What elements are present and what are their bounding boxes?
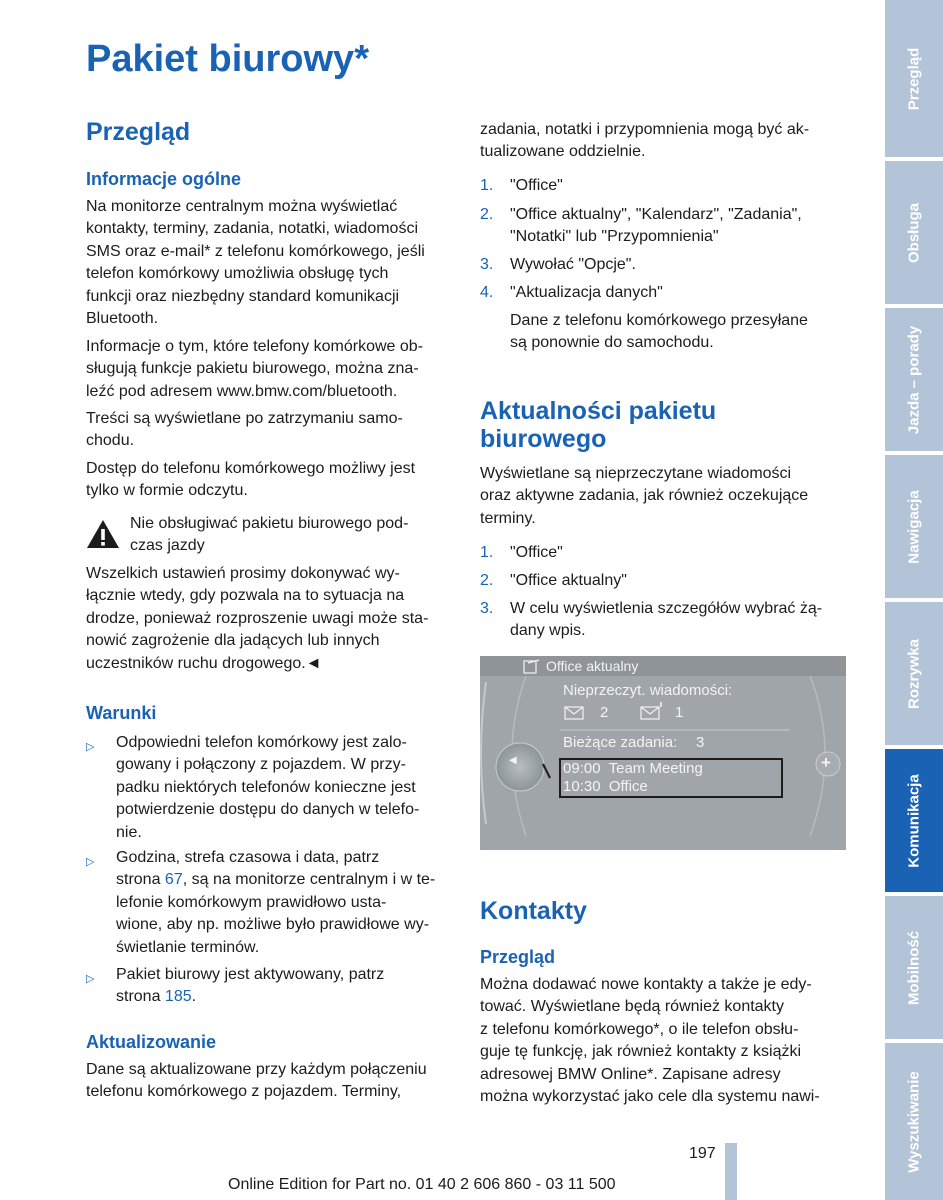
text-line: sługują funkcje pakietu biurowego, można zna- bbox=[86, 360, 419, 378]
text-line: kontakty, terminy, zadania, notatki, wiadomości bbox=[86, 220, 418, 238]
tab-label: Rozrywka bbox=[905, 638, 923, 709]
text-line: Dane z telefonu komórkowego przesyłane bbox=[510, 312, 808, 329]
step-number: 4. bbox=[480, 284, 494, 301]
step-number: 1. bbox=[480, 544, 494, 561]
bullet-item-2 bbox=[86, 847, 466, 959]
text-line: Informacje o tym, które telefony komórkowe ob- bbox=[86, 338, 424, 355]
tab-label: Nawigacja bbox=[905, 489, 923, 564]
text-line: potwierdzenie dostępu do danych w telefo- bbox=[116, 801, 420, 819]
tab-obsluga[interactable] bbox=[885, 161, 943, 304]
text-line: adresowej BMW Online*. Zapisane adresy bbox=[480, 1065, 781, 1083]
paragraph-general-4 bbox=[86, 458, 415, 503]
section-heading-news bbox=[480, 397, 716, 453]
bullet-arrow-icon: ▷ bbox=[86, 741, 95, 753]
text-line: Dostęp do telefonu komórkowego możliwy jest bbox=[86, 460, 416, 477]
text-line: zadania, notatki i przypomnienia mogą być ak- bbox=[480, 121, 810, 138]
text-line: łącznie wtedy, gdy pozwala na to sytuacja na bbox=[86, 587, 405, 605]
text-fragment: . bbox=[191, 988, 197, 1006]
step-text: "Aktualizacja danych" bbox=[510, 284, 663, 301]
page-link-67[interactable]: 67 bbox=[164, 871, 183, 889]
step-number: 2. bbox=[480, 572, 494, 589]
tab-label: Przegląd bbox=[905, 47, 923, 110]
screen-header: Office aktualny bbox=[546, 658, 639, 674]
bullet-arrow-icon: ▷ bbox=[86, 856, 95, 868]
office-icon bbox=[523, 659, 541, 675]
text-line: gowany i połączony z pojazdem. W przy- bbox=[116, 756, 406, 774]
text-line: są ponownie do samochodu. bbox=[510, 334, 714, 352]
step-4-note bbox=[510, 310, 808, 355]
text-line: lefonie komórkowym prawidłowo usta- bbox=[116, 893, 387, 911]
section-heading-contacts: Kontakty bbox=[480, 897, 587, 925]
text-line: W celu wyświetlenia szczegółów wybrać żą- bbox=[510, 600, 823, 617]
text-line: Można dodawać nowe kontakty a także je edy- bbox=[480, 976, 812, 993]
text-line: "Office aktualny", "Kalendarz", "Zadania", bbox=[510, 206, 802, 223]
section-heading-overview: Przegląd bbox=[86, 118, 191, 146]
text-fragment: strona bbox=[116, 871, 165, 889]
mail2-count: 1 bbox=[675, 704, 684, 721]
bullet-arrow-icon: ▷ bbox=[86, 973, 95, 985]
knob-left-arrow-icon: ◀ bbox=[509, 755, 517, 766]
paragraph-update bbox=[86, 1059, 427, 1104]
step-number: 3. bbox=[480, 600, 494, 617]
mail-alert-icon bbox=[640, 702, 664, 720]
step-text bbox=[510, 204, 802, 249]
text-line bbox=[116, 986, 466, 1008]
bullet-item-1 bbox=[86, 732, 466, 844]
step-text: Wywołać "Opcje". bbox=[510, 256, 636, 273]
text-line: drodze, ponieważ rozproszenie uwagi może sta- bbox=[86, 609, 429, 627]
text-line: "Notatki" lub "Przypomnienia" bbox=[510, 228, 719, 246]
text-line: guje tę funkcję, jak również kontakty z książki bbox=[480, 1043, 802, 1061]
text-line: Dane są aktualizowane przy każdym połączeniu bbox=[86, 1061, 427, 1078]
text-line: Odpowiedni telefon komórkowy jest zalo- bbox=[116, 734, 407, 751]
text-line: Bluetooth. bbox=[86, 310, 159, 328]
text-fragment: strona bbox=[116, 988, 165, 1006]
text-line: tować. Wyświetlane będą również kontakty bbox=[480, 998, 784, 1016]
text-line: leźć pod adresem www.bmw.com/bluetooth. bbox=[86, 382, 398, 400]
text-line: z telefonu komórkowego*, o ile telefon obsłu- bbox=[480, 1020, 799, 1038]
paragraph-general-2 bbox=[86, 336, 423, 403]
subheading-general-info: Informacje ogólne bbox=[86, 169, 242, 189]
tab-przeglad[interactable] bbox=[885, 0, 943, 157]
step-number: 1. bbox=[480, 177, 494, 194]
text-line: Pakiet biurowy jest aktywowany, patrz bbox=[116, 966, 385, 983]
paragraph-general-3 bbox=[86, 408, 403, 453]
tasks-count: 3 bbox=[696, 734, 705, 751]
step-text: "Office" bbox=[510, 544, 563, 561]
text-line: świetlanie terminów. bbox=[116, 938, 260, 956]
paragraph-news bbox=[480, 463, 808, 530]
mail-count: 2 bbox=[600, 704, 609, 721]
text-line: funkcji oraz niezbędny standard komunikacji bbox=[86, 287, 400, 305]
text-line: czas jazdy bbox=[130, 537, 205, 555]
text-line: telefonu komórkowego z pojazdem. Terminy, bbox=[86, 1083, 402, 1101]
tab-label: Komunikacja bbox=[905, 773, 923, 868]
warning-triangle-icon bbox=[86, 518, 120, 550]
text-line: telefon komórkowy umożliwia obsługę tych bbox=[86, 265, 389, 283]
warning-body bbox=[86, 563, 428, 675]
tab-label: Mobilność bbox=[905, 930, 923, 1005]
screen-entry-1[interactable]: 09:00 Team Meeting bbox=[563, 760, 703, 777]
tab-nawigacja[interactable] bbox=[885, 455, 943, 598]
step-text: "Office" bbox=[510, 177, 563, 194]
text-line bbox=[116, 869, 466, 891]
text-line: SMS oraz e-mail* z telefonu komórkowego, jeśli bbox=[86, 242, 425, 260]
page-number: 197 bbox=[689, 1145, 716, 1162]
text-line: nie. bbox=[116, 823, 142, 841]
text-line: padku niektórych telefonów konieczne jest bbox=[116, 778, 416, 796]
text-line: oraz aktywne zadania, jak również oczekujące bbox=[480, 487, 809, 505]
text-line: uczestników ruchu drogowego.◄ bbox=[86, 654, 322, 672]
tab-wyszukiwanie[interactable] bbox=[885, 1043, 943, 1200]
page-link-185[interactable]: 185 bbox=[164, 988, 192, 1006]
text-line: Treści są wyświetlane po zatrzymaniu samo- bbox=[86, 410, 403, 427]
tab-label: Obsługa bbox=[905, 202, 923, 263]
mail-icon bbox=[564, 706, 584, 720]
text-line: chodu. bbox=[86, 432, 135, 450]
warning-title bbox=[130, 513, 408, 558]
text-line: Na monitorze centralnym można wyświetlać bbox=[86, 198, 398, 215]
text-line: Godzina, strefa czasowa i data, patrz bbox=[116, 849, 380, 866]
heading-line: biurowego bbox=[480, 425, 607, 453]
text-line: tylko w formie odczytu. bbox=[86, 482, 248, 500]
bullet-item-3 bbox=[86, 964, 466, 1009]
step-text: "Office aktualny" bbox=[510, 572, 627, 589]
heading-line: Aktualności pakietu bbox=[480, 397, 717, 425]
step-number: 3. bbox=[480, 256, 494, 273]
text-line: wione, aby np. możliwe było prawidłowe wy- bbox=[116, 916, 430, 934]
step-text bbox=[510, 598, 822, 643]
footer-edition: Online Edition for Part no. 01 40 2 606 860 - 03 11 500 bbox=[228, 1176, 616, 1193]
step-number: 2. bbox=[480, 206, 494, 223]
office-screen-screenshot bbox=[480, 656, 846, 850]
tasks-label: Bieżące zadania: bbox=[563, 734, 678, 751]
tab-mobilnosc[interactable] bbox=[885, 896, 943, 1039]
text-line: terminy. bbox=[480, 509, 536, 527]
subheading-conditions: Warunki bbox=[86, 703, 157, 723]
paragraph-general-1 bbox=[86, 196, 425, 330]
left-column bbox=[86, 118, 456, 146]
text-fragment: , są na monitorze centralnym i w te- bbox=[182, 871, 436, 889]
page-number-bar bbox=[725, 1143, 737, 1200]
plus-icon: + bbox=[821, 753, 831, 772]
tab-label: Wyszukiwanie bbox=[905, 1070, 923, 1173]
paragraph-update-cont bbox=[480, 119, 809, 164]
chapter-sidebar bbox=[885, 0, 943, 1200]
subheading-update: Aktualizowanie bbox=[86, 1032, 217, 1052]
text-line: Nie obsługiwać pakietu biurowego pod- bbox=[130, 515, 409, 532]
tab-jazda-porady[interactable] bbox=[885, 308, 943, 451]
text-line: Wyświetlane są nieprzeczytane wiadomości bbox=[480, 465, 792, 482]
page-title: Pakiet biurowy* bbox=[86, 38, 369, 80]
text-line: tualizowane oddzielnie. bbox=[480, 143, 646, 161]
unread-label: Nieprzeczyt. wiadomości: bbox=[563, 682, 733, 699]
tab-label: Jazda – porady bbox=[905, 325, 923, 434]
tab-komunikacja[interactable] bbox=[885, 749, 943, 892]
text-line: Wszelkich ustawień prosimy dokonywać wy- bbox=[86, 565, 400, 582]
subheading-contacts-overview: Przegląd bbox=[480, 947, 556, 967]
paragraph-contacts bbox=[480, 974, 820, 1108]
screen-entry-2[interactable]: 10:30 Office bbox=[563, 778, 648, 795]
text-line: można wykorzystać jako cele dla systemu nawi- bbox=[480, 1088, 820, 1106]
text-line: nowić zagrożenie dla jadących lub innych bbox=[86, 632, 380, 650]
text-line: dany wpis. bbox=[510, 622, 586, 640]
tab-rozrywka[interactable] bbox=[885, 602, 943, 745]
